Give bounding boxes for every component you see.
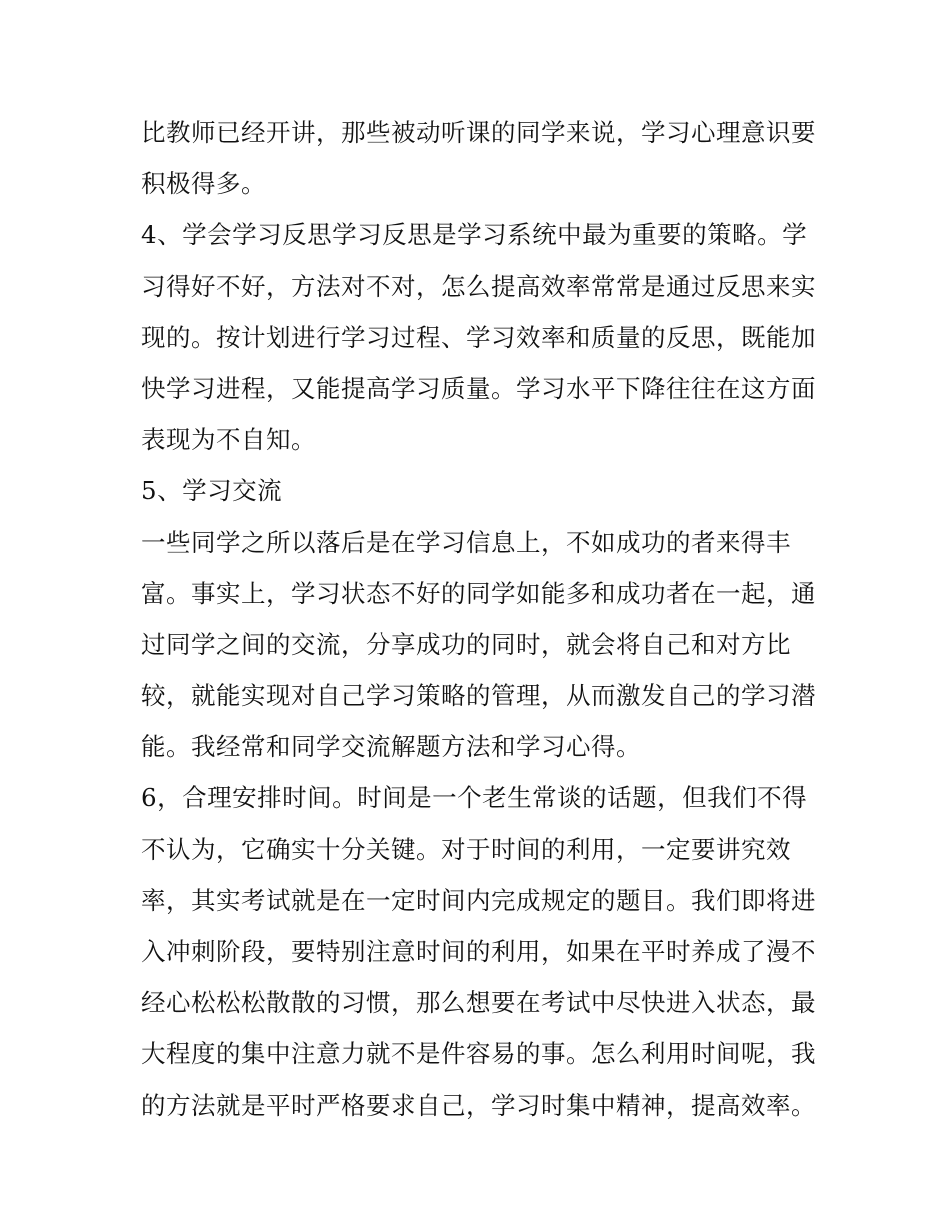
text-line: 不认为，它确实十分关键。对于时间的利用，一定要讲究效 — [141, 834, 791, 864]
body-text — [141, 107, 821, 1131]
text-line: 积极得多。 — [141, 169, 266, 199]
text-line: 习得好不好，方法对不对，怎么提高效率常常是通过反思来实 — [141, 271, 816, 301]
text-line: 大程度的集中注意力就不是件容易的事。怎么利用时间呢，我 — [141, 1039, 816, 1069]
text-line: 快学习进程，又能提高学习质量。学习水平下降往往在这方面 — [141, 373, 816, 403]
text-line: 4、学会学习反思学习反思是学习系统中最为重要的策略。学 — [141, 220, 808, 250]
text-line: 能。我经常和同学交流解题方法和学习心得。 — [141, 732, 641, 762]
text-line: 一些同学之所以落后是在学习信息上，不如成功的者来得丰 — [141, 527, 791, 557]
text-line: 5、学习交流 — [141, 476, 283, 506]
text-line: 过同学之间的交流，分享成功的同时，就会将自己和对方比 — [141, 629, 791, 659]
text-line: 的方法就是平时严格要求自己，学习时集中精神，提高效率。 — [141, 1090, 816, 1120]
text-line: 较，就能实现对自己学习策略的管理，从而激发自己的学习潜 — [141, 681, 816, 711]
text-line: 比教师已经开讲，那些被动听课的同学来说，学习心理意识要 — [141, 118, 816, 147]
text-line: 6，合理安排时间。时间是一个老生常谈的话题，但我们不得 — [141, 783, 808, 813]
text-line: 率，其实考试就是在一定时间内完成规定的题目。我们即将进 — [141, 885, 816, 915]
text-line: 入冲刺阶段，要特别注意时间的利用，如果在平时养成了漫不 — [141, 937, 816, 966]
text-line: 经心松松松散散的习惯，那么想要在考试中尽快进入状态，最 — [141, 988, 816, 1018]
text-line: 富。事实上，学习状态不好的同学如能多和成功者在一起，通 — [141, 578, 816, 608]
text-line: 表现为不自知。 — [141, 425, 316, 455]
text-line: 现的。按计划进行学习过程、学习效率和质量的反思，既能加 — [141, 322, 816, 352]
